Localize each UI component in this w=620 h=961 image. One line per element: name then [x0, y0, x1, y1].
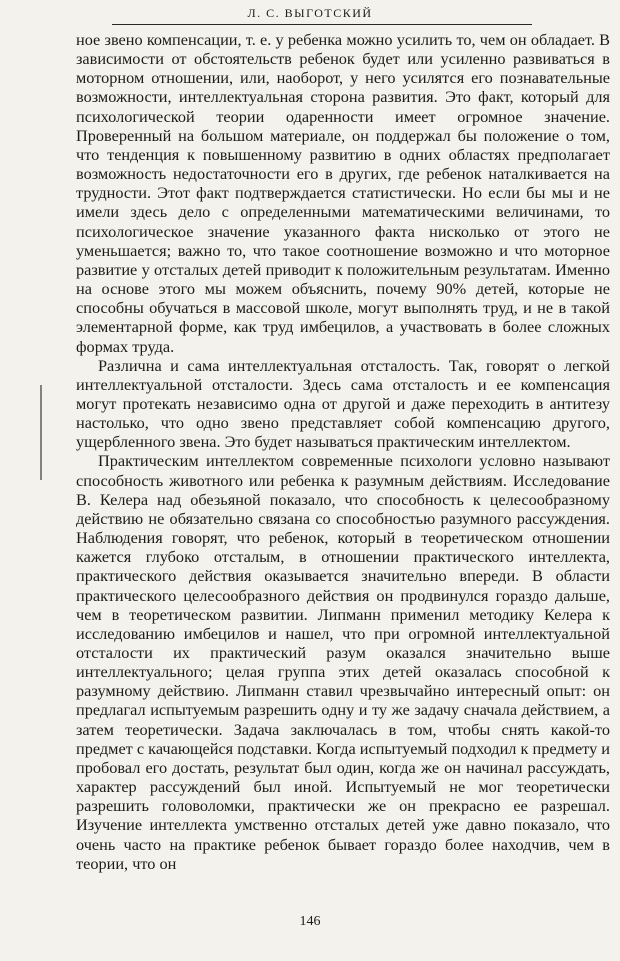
running-head: Л. С. ВЫГОТСКИЙ	[247, 6, 373, 20]
paragraph-1: ное звено компенсации, т. е. у ребенка можно усилить то, чем он обладает. В зависимости от обстоятельств ребенок будет или усиленно развиваться в моторном отношении, или, наоборот, у него усилятся его познавательные возможности, интеллектуальная сторона развития. Это факт, который для психологической теории одаренности имеет огромное значение. Проверенный на большом материале, он поддержал бы положение о том, что тенденция к повышенному развитию в одних областях предполагает возможность недостаточности его в других, где ребенок наталкивается на трудности. Этот факт подтверждается статистически. Но если бы мы и не имели здесь дело с определенными математическими величинами, то психологическое значение указанного факта нисколько от этого не уменьшается; важно то, что такое соотношение возможно и что моторное развитие у отсталых детей приводит к положительным результатам. Именно на основе этого мы можем объяснить, почему 90% детей, которые не способны обучаться в массовой школе, могут выполнять труд, и не в такой элементарной форме, как труд имбецилов, а участвовать в более сложных формах труда.	[76, 30, 610, 356]
margin-pencil-mark	[40, 385, 42, 480]
paragraph-3: Практическим интеллектом современные психологи условно называют способность животного или ребенка к разумным действиям. Исследование В. Келера над обезьяной показало, что способность к целесообразному действию не обязательно связана со способностью разумного рассуждения. Наблюдения говорят, что ребенок, который в теоретическом отношении кажется глубоко отсталым, в отношении практического интеллекта, практического действия оказывается значительно впереди. В области практического целесообразного действия он продвинулся гораздо дальше, чем в теоретическом развитии. Липманн применил методику Келера к исследованию имбецилов и нашел, что при огромной интеллектуальной отсталости их практический разум оказался значительно выше интеллектуального; целая группа этих детей оказалась способной к разумному действию. Липманн ставил чрезвычайно интересный опыт: он предлагал испытуемым разрешить одну и ту же задачу сначала действием, а затем теоретически. Задача заключалась в том, чтобы снять какой-то предмет с качающейся подставки. Когда испытуемый подходил к предмету и пробовал его достать, результат был один, когда же он начинал рассуждать, характер рассуждений был иной. Испытуемый не мог теоретически разрешить головоломки, практически же он прекрасно ее разрешал. Изучение интеллекта умственно отсталых детей уже давно показало, что очень часто на практике ребенок бывает гораздо более находчив, чем в теории, что он	[76, 451, 610, 873]
body-text	[76, 30, 610, 873]
page-number: 146	[299, 914, 321, 929]
paragraph-2: Различна и сама интеллектуальная отсталость. Так, говорят о легкой интеллектуальной отсталости. Здесь сама отсталость и ее компенсация могут протекать независимо одна от другой и даже переходить в антитезу настолько, что одно звено представляет собой компенсацию другого, ущербленного звена. Это будет называться практическим интеллектом.	[76, 355, 610, 452]
header-rule	[112, 24, 532, 25]
